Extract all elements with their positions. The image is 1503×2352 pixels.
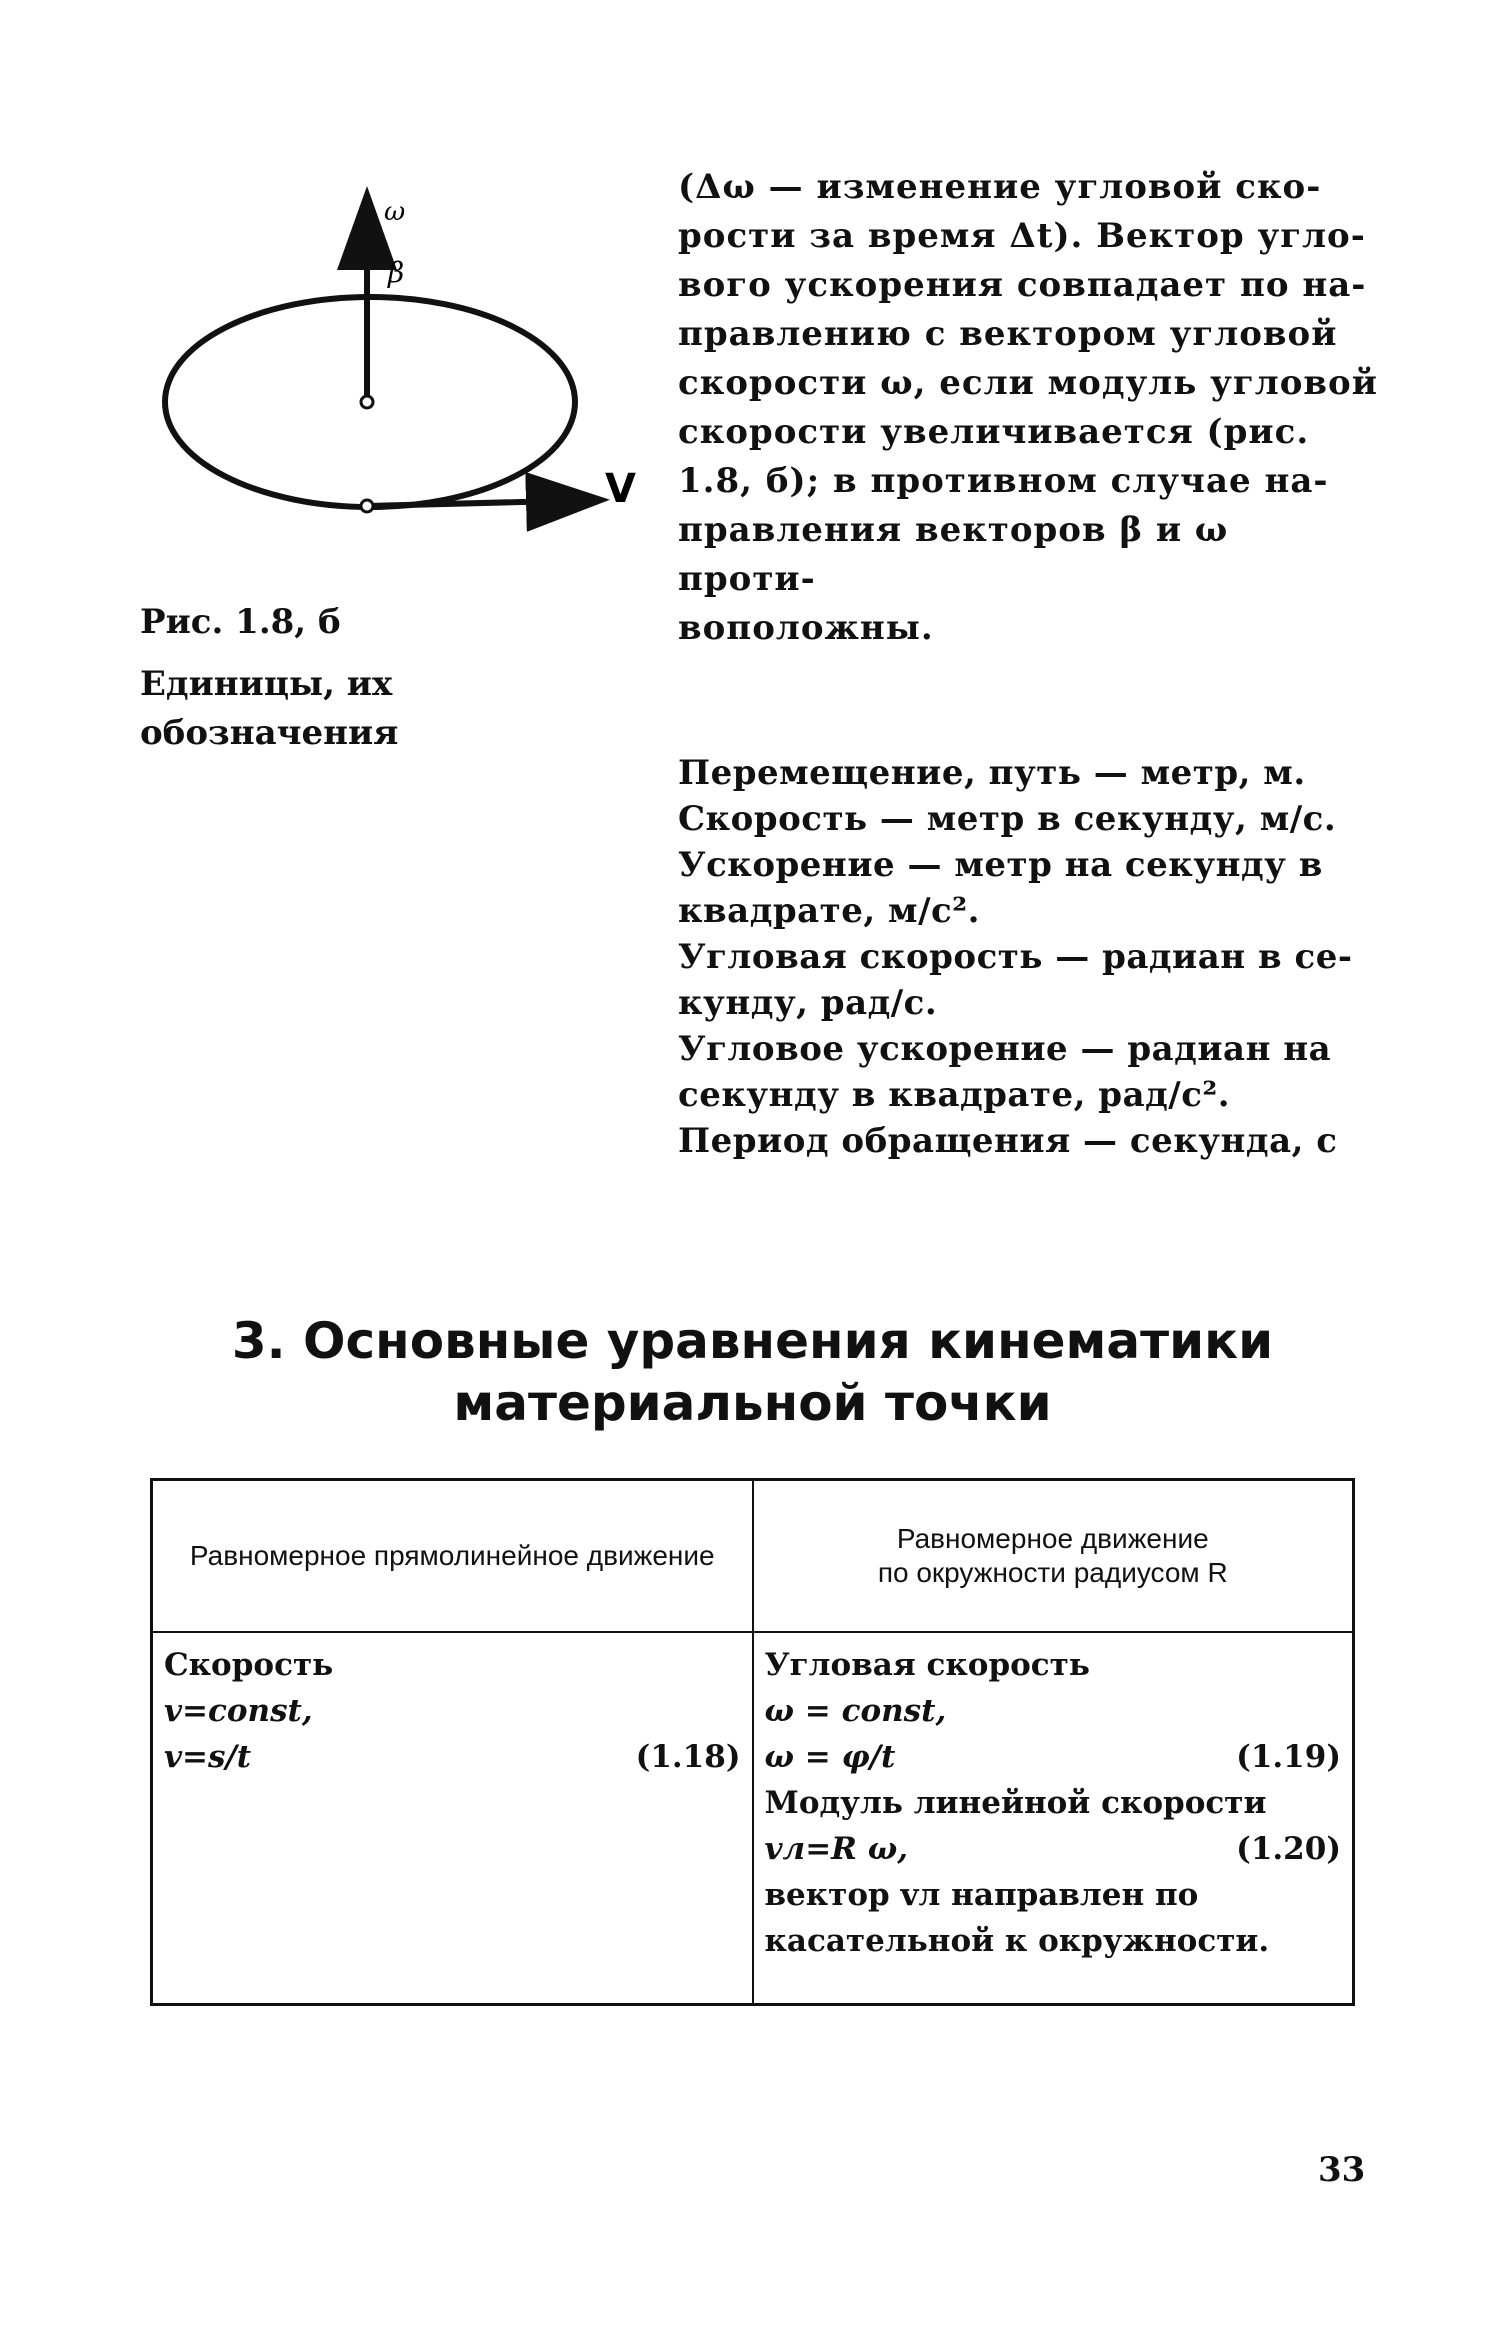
cell-circular-l3: ω = φ/t (764, 1739, 896, 1775)
page-number: 33 (1318, 2150, 1366, 2190)
units-line: квадрате, м/с². (678, 891, 980, 931)
units-list (678, 750, 1378, 1164)
kinematics-table (150, 1478, 1355, 2006)
section-title-line2: материальной точки (453, 1374, 1052, 1432)
table-header-row (152, 1480, 1354, 1633)
cell-linear-l1: Скорость (164, 1647, 334, 1683)
cell-circular (753, 1632, 1354, 2005)
angular-acceleration-paragraph (678, 163, 1378, 653)
units-line: Перемещение, путь — метр, м. (678, 753, 1306, 793)
units-line: Скорость — метр в секунду, м/с. (678, 799, 1337, 839)
paragraph-line: воположны. (678, 608, 934, 648)
table-body-row (152, 1632, 1354, 2005)
units-line: Ускорение — метр на секунду в (678, 845, 1323, 885)
cell-linear-l3: v=s/t (164, 1739, 252, 1775)
equation-number: (1.19) (1236, 1739, 1341, 1775)
paragraph-line: вого ускорения совпадает по на- (678, 265, 1367, 305)
label-v: V (605, 466, 636, 512)
header-uniform-circular (753, 1480, 1354, 1633)
units-line: Период обращения — секунда, с (678, 1121, 1338, 1161)
center-point (361, 396, 373, 408)
paragraph-line: скорости увеличивается (рис. (678, 412, 1310, 452)
cell-circular-l4: Модуль линейной скорости (764, 1785, 1267, 1821)
paragraph-line: правлению с вектором угловой (678, 314, 1338, 354)
cell-linear-l2: v=const, (164, 1693, 313, 1729)
paragraph-line: правления векторов β и ω проти- (678, 510, 1229, 599)
equation-number: (1.18) (635, 1739, 741, 1775)
label-beta: β (388, 256, 405, 289)
cell-linear (152, 1632, 753, 2005)
figure-1-8b (150, 180, 670, 540)
point-on-circle (361, 500, 373, 512)
units-heading (140, 660, 398, 758)
cell-circular-l5: vл=R ω, (764, 1831, 909, 1867)
cell-circular-l6: вектор vл направлен по (764, 1877, 1199, 1913)
label-omega: ω (384, 197, 406, 227)
figure-caption: Рис. 1.8, б (140, 602, 341, 642)
paragraph-line: (Δω — изменение угловой ско- (678, 167, 1322, 207)
cell-circular-l1: Угловая скорость (764, 1647, 1090, 1683)
section-title-line1: 3. Основные уравнения кинематики (231, 1312, 1274, 1370)
section-title (150, 1310, 1355, 1434)
header-right-line1: Равномерное движение (896, 1523, 1209, 1554)
units-heading-line1: Единицы, их (140, 664, 393, 704)
paragraph-line: скорости ω, если модуль угловой (678, 363, 1378, 403)
header-right-line2: по окружности радиусом R (877, 1557, 1228, 1588)
paragraph-line: 1.8, б); в противном случае на- (678, 461, 1329, 501)
header-uniform-linear: Равномерное прямолинейное движение (152, 1480, 753, 1633)
units-line: секунду в квадрате, рад/с². (678, 1075, 1231, 1115)
cell-circular-l7: касательной к окружности. (764, 1923, 1270, 1959)
units-line: Угловая скорость — радиан в се- (678, 937, 1353, 977)
cell-circular-l2: ω = const, (764, 1693, 947, 1729)
paragraph-line: рости за время Δt). Вектор угло- (678, 216, 1366, 256)
units-line: Угловое ускорение — радиан на (678, 1029, 1332, 1069)
equation-number: (1.20) (1236, 1831, 1341, 1867)
units-line: кунду, рад/с. (678, 983, 938, 1023)
velocity-vector (367, 500, 598, 506)
units-heading-line2: обозначения (140, 713, 399, 753)
